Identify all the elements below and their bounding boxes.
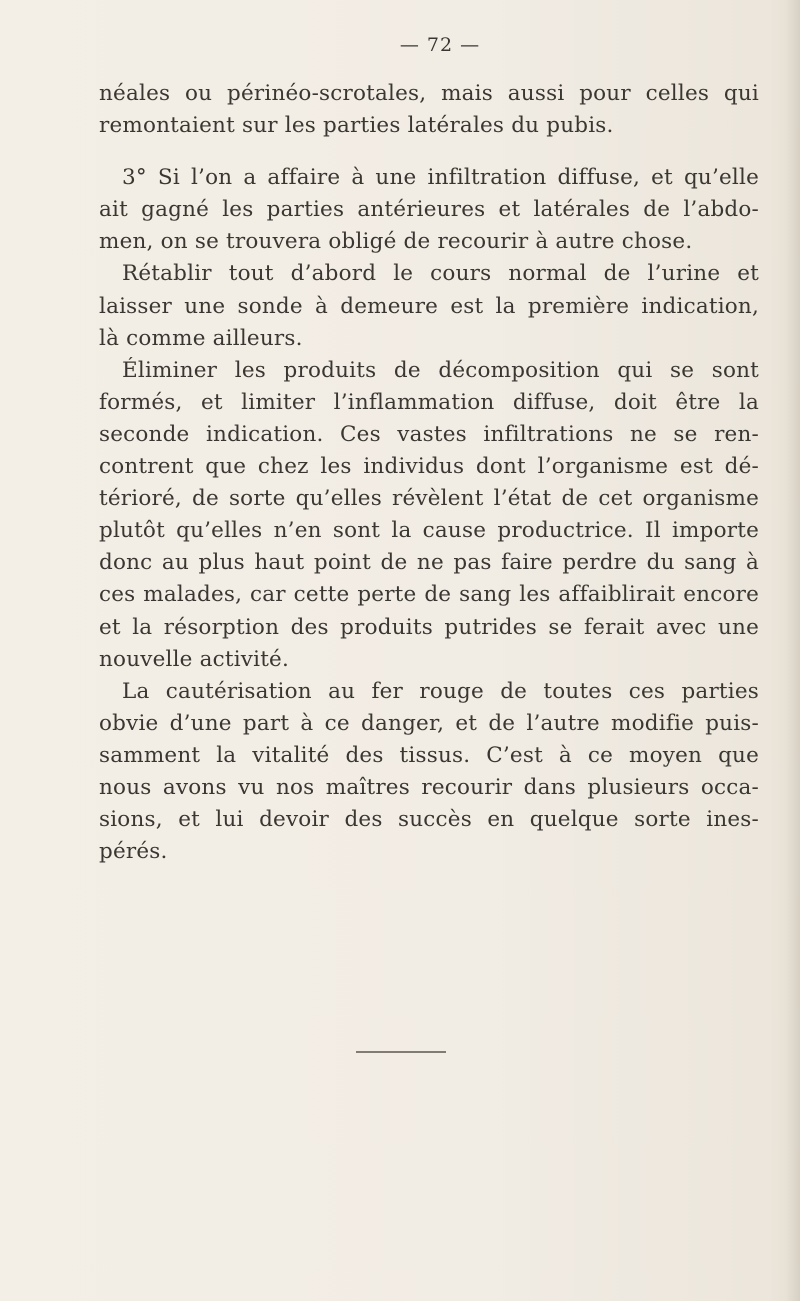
text-line: nouvelle activité. [99,646,290,672]
section-end-rule [356,1051,446,1053]
text-line: pérés. [99,839,168,865]
text-line: Éliminer les produits de décomposition qui se sont [122,357,759,383]
text-line: plutôt qu’elles n’en sont la cause productrice. Il importe [99,518,759,544]
text-line: seconde indication. Ces vastes infiltrations ne se ren- [99,421,759,447]
text-line: La cautérisation au fer rouge de toutes ces parties [122,678,759,704]
text-line: remontaient sur les parties latérales du pubis. [99,113,614,139]
body-text [99,78,759,868]
text-line: contrent que chez les individus dont l’organisme est dé- [99,454,759,480]
text-line: néales ou périnéo-scrotales, mais aussi pour celles qui [99,81,759,106]
text-line: donc au plus haut point de ne pas faire perdre du sang à [99,550,759,576]
text-line: obvie d’une part à ce danger, et de l’autre modifie puis- [99,710,759,736]
text-line: sions, et lui devoir des succès en quelque sorte ines- [99,807,759,833]
text-line: nous avons vu nos maîtres recourir dans plusieurs occa- [99,774,759,800]
page-number: — 72 — [399,34,481,56]
text-line: laisser une sonde à demeure est la première indication, [99,293,759,319]
text-line: là comme ailleurs. [99,325,303,351]
text-line: ait gagné les parties antérieures et latérales de l’abdo- [99,197,759,223]
text-line: et la résorption des produits putrides se ferait avec une [99,614,759,640]
text-line: térioré, de sorte qu’elles révèlent l’état de cet organisme [99,486,759,512]
text-line: formés, et limiter l’inflammation diffuse, doit être la [99,389,759,415]
page-edge-shadow [786,0,800,1301]
text-line: samment la vitalité des tissus. C’est à ce moyen que [99,742,759,768]
text-line: men, on se trouvera obligé de recourir à autre chose. [99,229,693,255]
text-line: 3° Si l’on a affaire à une infiltration diffuse, et qu’elle [122,165,759,191]
text-line: Rétablir tout d’abord le cours normal de l’urine et [122,261,759,287]
text-line: ces malades, car cette perte de sang les affaiblirait encore [99,582,759,608]
